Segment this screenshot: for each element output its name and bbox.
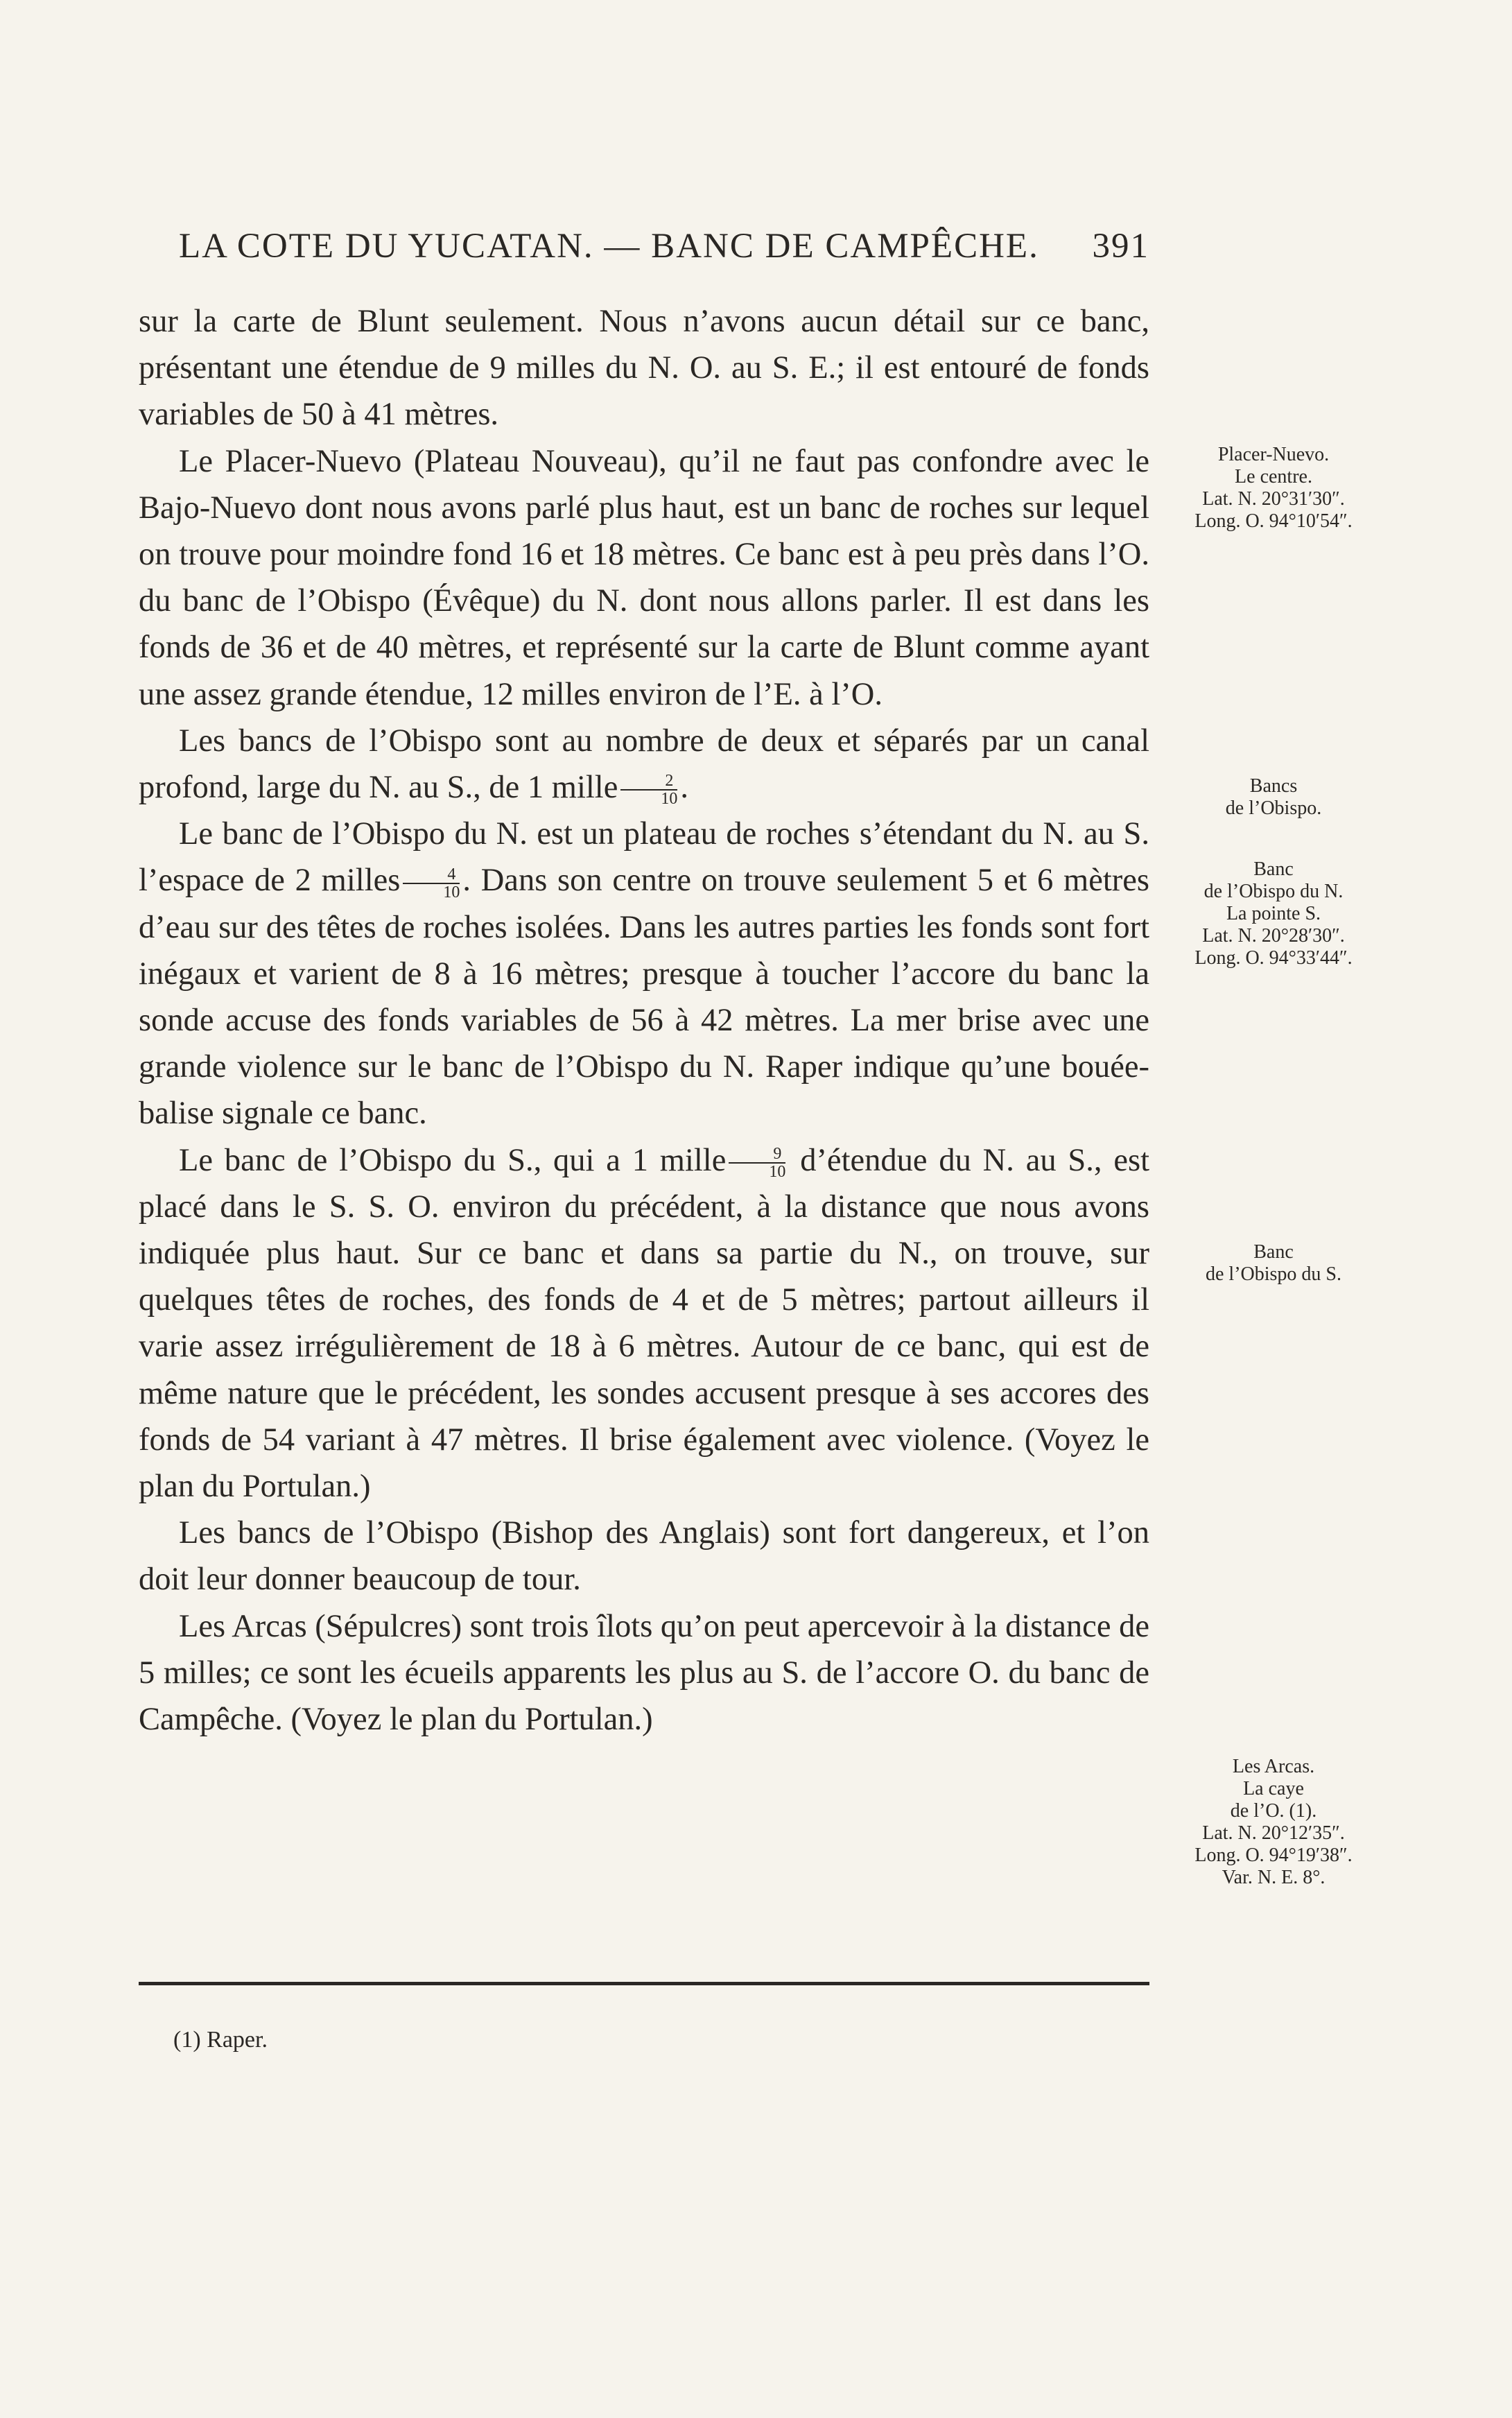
margin-note-line: La pointe S.: [1226, 903, 1321, 924]
running-head: [179, 226, 1149, 275]
margin-note-line: Var. N. E. 8°.: [1222, 1867, 1326, 1888]
margin-note-line: de l’Obispo du N.: [1203, 881, 1344, 902]
margin-note-line: Lat. N. 20°28′30″.: [1202, 925, 1345, 947]
margin-note-line: Long. O. 94°19′38″.: [1194, 1845, 1353, 1866]
margin-note-obispo-sud: [1159, 1241, 1388, 1286]
margin-note-arcas: [1159, 1756, 1388, 1889]
paragraph-text: .: [680, 770, 688, 806]
page-number: 391: [1092, 227, 1149, 266]
fraction: [729, 1146, 785, 1180]
paragraph-text: . Dans son centre on trouve seulement 5 et 6 mètres d’eau sur des têtes de roches isolées. Dans les autres parties les fonds sont fort inégaux et varient de 8 à 16 mètres; presque à toucher l’accore du banc la sonde accuse des fonds variables de 56 à 42 mètres. La mer brise avec une grande violence sur le banc de l’Obispo du N. Raper indique qu’une bouée-balise signale ce banc.: [139, 863, 1149, 1132]
fraction-denominator: 10: [661, 790, 678, 809]
paragraph-bishop: Les bancs de l’Obispo (Bishop des Anglais) sont fort dangereux, et l’on doit leur donner beaucoup de tour.: [139, 1515, 1149, 1598]
margin-note-line: Les Arcas.: [1232, 1756, 1315, 1777]
margin-note-line: Placer-Nuevo.: [1217, 444, 1330, 465]
paragraph-1: sur la carte de Blunt seulement. Nous n’avons aucun détail sur ce banc, présentant une étendue de 9 milles du N. O. au S. E.; il est entouré de fonds variables de 50 à 41 mètres.: [139, 304, 1149, 433]
fraction-denominator: 10: [443, 883, 460, 901]
margin-note-line: Le centre.: [1235, 466, 1312, 487]
fraction-denominator: 10: [769, 1162, 786, 1181]
running-head-title: LA COTE DU YUCATAN. — BANC DE CAMPÊCHE.: [179, 227, 1039, 266]
margin-note-line: Long. O. 94°33′44″.: [1194, 947, 1353, 969]
paragraph-arcas: Les Arcas (Sépulcres) sont trois îlots qu’on peut apercevoir à la distance de 5 milles; ce sont les écueils apparents les plus au S. de l’accore O. du banc de Campêche. (Voyez le plan du Portulan.): [139, 1608, 1149, 1738]
paragraph-text: d’étendue du N. au S., est placé dans le S. S. O. environ du précédent, à la distance que nous avons indiquée plus haut. Sur ce banc et dans sa partie du N., on trouve, sur quelques têtes de roches, des fonds de 4 et de 5 mètres; partout ailleurs il varie assez irrégulièrement de 18 à 6 mètres. Autour de ce banc, qui est de même nature que le précédent, les sondes accusent presque à ses accores des fonds de 54 variant à 47 mètres. Il brise également avec violence. (Voyez le plan du Portulan.): [139, 1142, 1149, 1505]
footnote-rule: [139, 1982, 1149, 1985]
fraction-numerator: 9: [729, 1146, 785, 1164]
paragraph-text: Les bancs de l’Obispo sont au nombre de deux et séparés par un canal profond, large du N. au S., de 1 mille: [139, 723, 1149, 806]
paragraph-text: Le banc de l’Obispo du S., qui a 1 mille: [179, 1142, 727, 1178]
paragraph-bancs-obispo: [139, 718, 1149, 811]
paragraph-obispo-nord: [139, 811, 1149, 1137]
margin-note-line: Lat. N. 20°31′30″.: [1202, 488, 1345, 510]
margin-note-line: de l’O. (1).: [1230, 1800, 1317, 1822]
paragraph-text: Le banc de l’Obispo du N. est un plateau de roches s’étendant du N. au S. l’espace de 2 milles: [139, 816, 1149, 899]
margin-note-line: de l’Obispo.: [1225, 797, 1322, 819]
margin-note-line: La caye: [1243, 1778, 1304, 1799]
fraction-numerator: 2: [620, 772, 677, 791]
margin-note-line: Long. O. 94°10′54″.: [1194, 510, 1353, 532]
paragraph-placer-nuevo: Le Placer-Nuevo (Plateau Nouveau), qu’il ne faut pas confondre avec le Bajo-Nuevo dont nous avons parlé plus haut, est un banc de roches sur lequel on trouve pour moindre fond 16 et 18 mètres. Ce banc est à peu près dans l’O. du banc de l’Obispo (Évêque) du N. dont nous allons parler. Il est dans les fonds de 36 et de 40 mètres, et représenté sur la carte de Blunt comme ayant une assez grande étendue, 12 milles environ de l’E. à l’O.: [139, 443, 1149, 712]
fraction-numerator: 4: [403, 866, 460, 884]
margin-note-line: Banc: [1253, 858, 1294, 880]
margin-note-obispo-nord: [1159, 858, 1388, 969]
fraction: [620, 772, 677, 807]
margin-note-placer-nuevo: [1159, 444, 1388, 533]
paragraph-obispo-sud: [139, 1137, 1149, 1510]
margin-note-line: Lat. N. 20°12′35″.: [1202, 1822, 1345, 1844]
margin-note-bancs-obispo: [1159, 775, 1388, 820]
main-text: [139, 298, 1149, 1743]
footnote: (1) Raper.: [173, 2027, 268, 2053]
margin-note-line: de l’Obispo du S.: [1206, 1263, 1341, 1285]
margin-note-line: Banc: [1253, 1241, 1294, 1263]
margin-note-line: Bancs: [1249, 775, 1298, 797]
fraction: [403, 866, 460, 901]
